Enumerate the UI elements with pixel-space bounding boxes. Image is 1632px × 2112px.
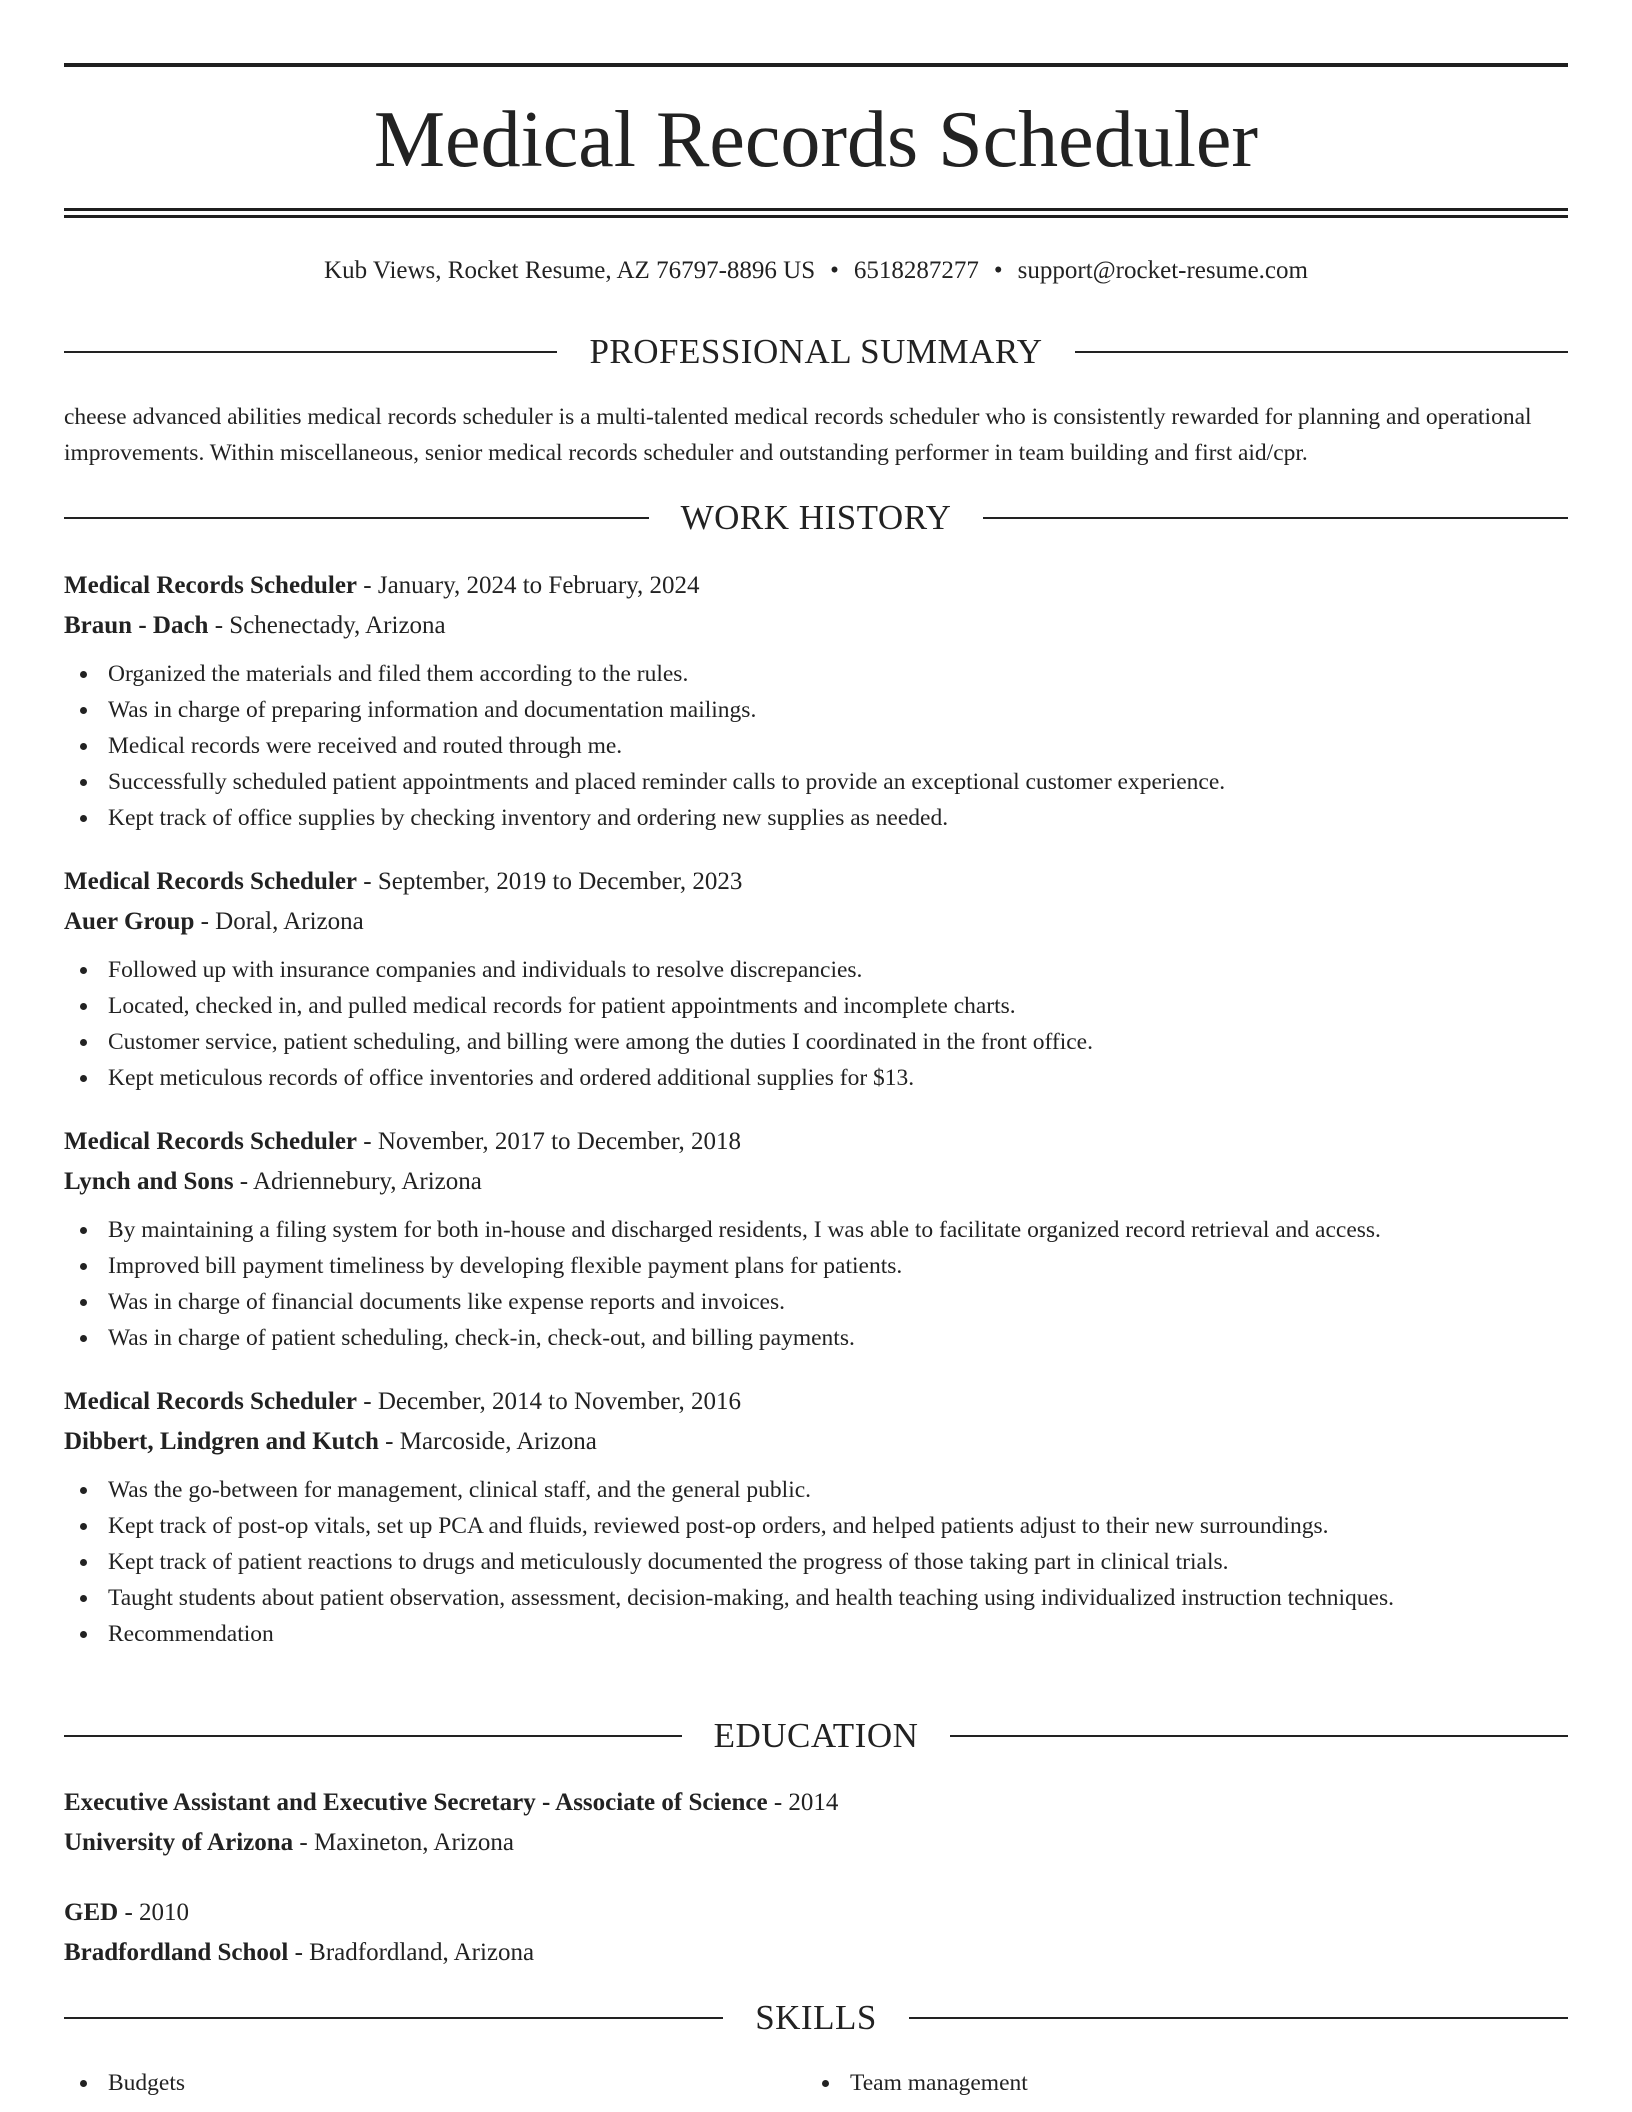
contact-separator: • xyxy=(830,257,839,284)
job-location: - Schenectady, Arizona xyxy=(208,612,446,639)
job-bullets xyxy=(64,1212,1568,1356)
job-dates: - January, 2024 to February, 2024 xyxy=(357,572,700,599)
job-title: Medical Records Scheduler xyxy=(64,1128,358,1155)
job-location: - Doral, Arizona xyxy=(194,908,364,935)
job-dates: - September, 2019 to December, 2023 xyxy=(357,868,743,895)
job-title: Medical Records Scheduler xyxy=(64,572,358,599)
job-company: Braun - Dach xyxy=(64,612,209,639)
job-bullet: Followed up with insurance companies and individuals to resolve discrepancies. xyxy=(64,952,1568,988)
education-school: University of Arizona xyxy=(64,1829,294,1856)
job-title: Medical Records Scheduler xyxy=(64,1388,358,1415)
contact-separator: • xyxy=(993,257,1003,284)
job-company-line xyxy=(64,606,1568,646)
job-dates: - November, 2017 to December, 2018 xyxy=(357,1128,742,1155)
education-year: - 2010 xyxy=(118,1899,190,1926)
job-entry xyxy=(64,1382,1568,1652)
job-header xyxy=(64,862,1568,942)
divider xyxy=(64,1735,682,1737)
job-company: Lynch and Sons xyxy=(64,1168,234,1195)
job-company-line xyxy=(64,1162,1568,1202)
job-bullet: Was in charge of patient scheduling, check-in, check-out, and billing payments. xyxy=(64,1320,1568,1356)
job-bullet: Improved bill payment timeliness by developing flexible payment plans for patients. xyxy=(64,1248,1568,1284)
job-bullet: Located, checked in, and pulled medical records for patient appointments and incomplete charts. xyxy=(64,988,1568,1024)
education-degree-line xyxy=(64,1893,1568,1933)
divider xyxy=(983,517,1568,519)
education-entry xyxy=(64,1893,1568,1973)
skill-item: Team management xyxy=(806,2065,1548,2101)
job-company: Auer Group xyxy=(64,908,195,935)
skills-column-left xyxy=(64,2065,806,2101)
resume-title: Medical Records Scheduler xyxy=(373,96,1259,184)
section-heading-education xyxy=(64,1716,1568,1756)
contact-address: Kub Views, Rocket Resume, AZ 76797-8896 US xyxy=(324,257,816,284)
job-bullet: Customer service, patient scheduling, and billing were among the duties I coordinated in the front office. xyxy=(64,1024,1568,1060)
job-entry xyxy=(64,1122,1568,1356)
education-location: - Bradfordland, Arizona xyxy=(288,1939,535,1966)
job-bullet: Medical records were received and routed through me. xyxy=(64,728,1568,764)
education-location: - Maxineton, Arizona xyxy=(293,1829,514,1856)
divider xyxy=(64,517,649,519)
divider xyxy=(909,2017,1568,2019)
work-history-list xyxy=(64,566,1568,1652)
job-title-line xyxy=(64,1122,1568,1162)
skill-item: Budgets xyxy=(64,2065,806,2101)
divider xyxy=(1075,351,1568,353)
job-bullet: Was the go-between for management, clinical staff, and the general public. xyxy=(64,1472,1568,1508)
skills-list xyxy=(64,2065,1568,2101)
job-entry xyxy=(64,862,1568,1096)
job-header xyxy=(64,1382,1568,1462)
section-title: EDUCATION xyxy=(713,1716,919,1755)
job-company-line xyxy=(64,902,1568,942)
job-title-line xyxy=(64,862,1568,902)
contact-phone: 6518287277 xyxy=(853,257,979,284)
job-company: Dibbert, Lindgren and Kutch xyxy=(64,1428,379,1455)
education-degree: Executive Assistant and Executive Secretary - Associate of Science xyxy=(64,1789,768,1816)
divider xyxy=(950,1735,1568,1737)
section-heading-skills xyxy=(64,1998,1568,2038)
divider xyxy=(64,351,557,353)
job-bullet: Kept meticulous records of office inventories and ordered additional supplies for $13. xyxy=(64,1060,1568,1096)
job-bullets xyxy=(64,952,1568,1096)
education-degree: GED xyxy=(64,1899,119,1926)
job-bullet: By maintaining a filing system for both in-house and discharged residents, I was able to facilitate organized record retrieval and access. xyxy=(64,1212,1568,1248)
job-bullet: Taught students about patient observation, assessment, decision-making, and health teaching using individualized instruction techniques. xyxy=(64,1580,1568,1616)
section-title: SKILLS xyxy=(755,1998,877,2037)
job-entry xyxy=(64,566,1568,836)
top-rule xyxy=(64,63,1568,67)
job-dates: - December, 2014 to November, 2016 xyxy=(357,1388,742,1415)
job-bullets xyxy=(64,1472,1568,1652)
job-bullet: Successfully scheduled patient appointments and placed reminder calls to provide an exceptional customer experience. xyxy=(64,764,1568,800)
section-heading-work-history xyxy=(64,498,1568,538)
job-title-line xyxy=(64,1382,1568,1422)
contact-line xyxy=(64,254,1568,288)
section-heading-summary xyxy=(64,332,1568,372)
education-entry xyxy=(64,1783,1568,1863)
education-school-line xyxy=(64,1823,1568,1863)
job-bullet: Kept track of office supplies by checking inventory and ordering new supplies as needed. xyxy=(64,800,1568,836)
job-bullet: Was in charge of preparing information and documentation mailings. xyxy=(64,692,1568,728)
job-company-line xyxy=(64,1422,1568,1462)
job-title-line xyxy=(64,566,1568,606)
job-location: - Marcoside, Arizona xyxy=(378,1428,597,1455)
contact-email: support@rocket-resume.com xyxy=(1017,257,1308,284)
education-degree-line xyxy=(64,1783,1568,1823)
job-bullet: Recommendation xyxy=(64,1616,1568,1652)
job-title: Medical Records Scheduler xyxy=(64,868,358,895)
job-header xyxy=(64,566,1568,646)
skills-column-right xyxy=(806,2065,1548,2101)
divider xyxy=(64,2017,723,2019)
summary-block xyxy=(64,399,1568,471)
summary-text: cheese advanced abilities medical records scheduler is a multi-talented medical records scheduler who is consistently rewarded for planning and operational improvements. Within miscellaneous, senior medical records scheduler and outstanding performer in team building and first aid/cpr. xyxy=(64,404,1532,466)
education-year: - 2014 xyxy=(767,1789,839,1816)
job-bullet: Organized the materials and filed them according to the rules. xyxy=(64,656,1568,692)
job-bullets xyxy=(64,656,1568,836)
section-title: PROFESSIONAL SUMMARY xyxy=(589,332,1043,371)
title-rule-lower xyxy=(64,215,1568,218)
section-title: WORK HISTORY xyxy=(680,498,952,537)
job-header xyxy=(64,1122,1568,1202)
job-location: - Adriennebury, Arizona xyxy=(233,1168,482,1195)
education-school-line xyxy=(64,1933,1568,1973)
job-bullet: Kept track of patient reactions to drugs and meticulously documented the progress of those taking part in clinical trials. xyxy=(64,1544,1568,1580)
job-bullet: Kept track of post-op vitals, set up PCA and fluids, reviewed post-op orders, and helped patients adjust to their new surroundings. xyxy=(64,1508,1568,1544)
job-bullet: Was in charge of financial documents like expense reports and invoices. xyxy=(64,1284,1568,1320)
title-rule-upper xyxy=(64,208,1568,211)
education-school: Bradfordland School xyxy=(64,1939,289,1966)
